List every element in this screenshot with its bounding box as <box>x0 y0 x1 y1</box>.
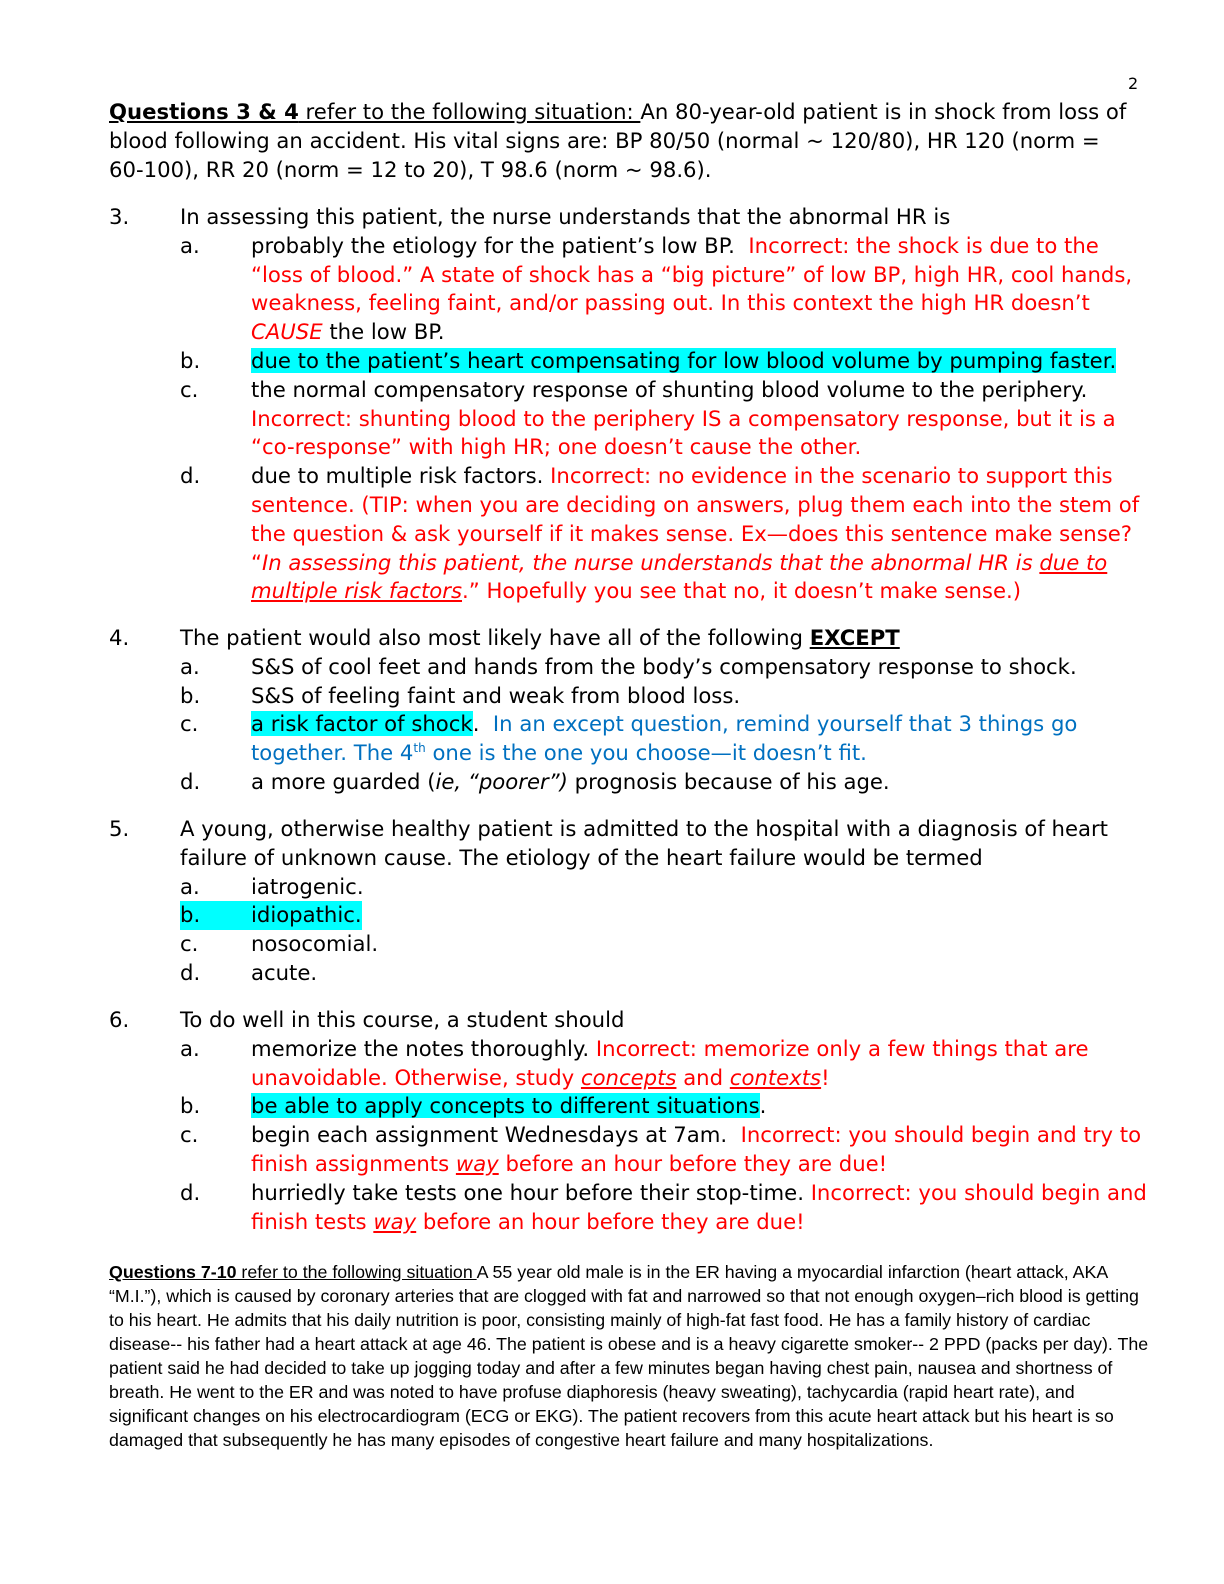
question-stem: In assessing this patient, the nurse understands that the abnormal HR is <box>180 204 951 229</box>
correct-answer-highlight: a risk factor of shock <box>251 711 473 737</box>
feedback-italic: In assessing this patient, the nurse understands that the abnormal HR is <box>261 549 1040 575</box>
feedback-part: Incorrect: memorize only a few things that are unavoidable. Otherwise, study <box>251 1035 1089 1090</box>
feedback-tail: .” Hopefully you see that no, it doesn’t make sense.) <box>462 578 1022 604</box>
question-stem: To do well in this course, a student should <box>180 1007 625 1032</box>
feedback-part: Incorrect: you should begin and try to finish assignments <box>251 1122 1142 1176</box>
option-tail: . <box>759 1093 767 1119</box>
option-text: nosocomial. <box>251 931 379 957</box>
feedback-part: In an except question, remind yourself that 3 things go together. The 4 <box>251 711 1078 766</box>
page-number: 2 <box>1128 74 1139 93</box>
option-letter: a. <box>180 873 200 899</box>
option-text: the normal compensatory response of shunting blood volume to the periphery. <box>251 376 1088 402</box>
question-4 <box>109 624 1149 797</box>
option-letter: a. <box>180 232 200 258</box>
feedback-part: Incorrect: you should begin and finish tests <box>251 1179 1147 1234</box>
except-keyword: EXCEPT <box>809 625 900 650</box>
question-3 <box>109 203 1149 606</box>
question-stem: The patient would also most likely have all of the following <box>180 625 810 650</box>
question-stem: A young, otherwise healthy patient is admitted to the hospital with a diagnosis of heart failure of unknown cause. The etiology of the heart failure would be termed <box>180 816 1108 870</box>
option-text: iatrogenic. <box>251 873 364 899</box>
scenario-text: A 55 year old male is in the ER having a myocardial infarction (heart attack, AKA “M.I.”), which is caused by coronary arteries that are clogged with fat and narrowed so that not enough oxygen–rich blood is getting to his heart. He admits that his daily nutrition is poor, consisting mainly of high-fat fast food. He has a family history of cardiac disease-- his father had a heart attack at age 46. The patient is obese and is a heavy cigarette smoker-- 2 PPD (packs per day). The patient said he had decided to take up jogging today and after a few minutes began having chest pain, nausea and shortness of breath. He went to the ER and was noted to have profuse diaphoresis (heavy sweating), tachycardia (rapid heart rate), and significant changes on his electrocardiogram (ECG or EKG). The patient recovers from this acute heart attack but his heart is so damaged that subsequently he has many episodes of congestive heart failure and many hospitalizations. <box>109 1262 1149 1450</box>
option-text: S&S of cool feet and hands from the body’s compensatory response to shock. <box>251 653 1077 679</box>
feedback-superscript: th <box>413 741 426 756</box>
option-tail: . <box>472 711 480 737</box>
option-d <box>180 959 1149 988</box>
option-text: idiopathic. <box>251 902 362 928</box>
option-d <box>180 462 1149 606</box>
option-text-tail: prognosis because of his age. <box>567 768 890 794</box>
scenario-paragraph-q7-10 <box>109 1260 1149 1452</box>
option-b <box>180 682 1149 711</box>
option-letter: a. <box>180 653 200 679</box>
option-letter: d. <box>180 463 201 489</box>
correct-answer-highlight <box>180 901 362 930</box>
option-letter: d. <box>180 768 201 794</box>
option-italic: ie, “poorer”) <box>435 768 568 794</box>
option-c <box>180 930 1149 959</box>
feedback-text: Incorrect: shunting blood to the periphery IS a compensatory response, but it is a “co-response” with high HR; one doesn’t cause the other. <box>251 405 1116 460</box>
option-text: hurriedly take tests one hour before their stop-time. <box>251 1179 804 1205</box>
feedback-emphasis: contexts <box>729 1064 822 1090</box>
feedback-tail: one is the one you choose—it doesn’t fit. <box>425 740 867 766</box>
option-text: begin each assignment Wednesdays at 7am. <box>251 1122 728 1148</box>
feedback-tail: ! <box>821 1064 830 1090</box>
feedback-emphasis: way <box>373 1208 417 1234</box>
feedback-part: Incorrect: the shock is due to the “loss of blood.” A state of shock has a “big picture” of low BP, high HR, cool hands, weakness, feeling faint, and/or passing out. In this context the high HR doesn’t <box>251 232 1133 316</box>
option-letter: a. <box>180 1035 200 1061</box>
option-c <box>180 376 1149 462</box>
question-number: 5. <box>109 816 130 841</box>
option-letter: b. <box>180 347 201 373</box>
feedback-tail: the low BP. <box>322 319 445 345</box>
feedback-emphasis: concepts <box>580 1064 677 1090</box>
scenario-lead: refer to the following situation <box>236 1262 477 1282</box>
scenario-text: An 80-year-old patient is in shock from loss of blood following an accident. His vital signs are: BP 80/50 (normal ~ 120/80), HR 120 (norm = 60-100), RR 20 (norm = 12 to 20), T 98.6 (norm ~ 98.6). <box>109 99 1127 182</box>
option-a <box>180 873 1149 902</box>
option-text: a more guarded ( <box>251 768 436 794</box>
option-letter: d. <box>180 959 201 985</box>
question-number: 6. <box>109 1007 130 1032</box>
question-6 <box>109 1006 1149 1236</box>
question-number: 4. <box>109 625 130 650</box>
option-letter: d. <box>180 1179 201 1205</box>
scenario-label: Questions 7-10 <box>109 1262 237 1282</box>
option-text: acute. <box>251 959 318 985</box>
correct-answer-highlight: be able to apply concepts to different situations <box>251 1093 760 1119</box>
option-d <box>180 1179 1149 1237</box>
option-d <box>180 768 1149 797</box>
feedback-italic-underline: due to multiple risk factors <box>251 549 1108 604</box>
feedback-emphasis: CAUSE <box>251 319 323 345</box>
option-text: memorize the notes thoroughly. <box>251 1035 590 1061</box>
option-text: probably the etiology for the patient’s low BP. <box>251 232 735 258</box>
feedback-part: Incorrect: no evidence in the scenario to support this sentence. (TIP: when you are deciding on answers, plug them each into the stem of the question & ask yourself if it makes sense. Ex—does this sentence make sense? “ <box>251 463 1140 575</box>
option-a <box>180 232 1149 347</box>
feedback-part: and <box>676 1064 730 1090</box>
question-number: 3. <box>109 204 130 229</box>
option-letter: c. <box>180 376 199 402</box>
option-b <box>180 1092 1149 1121</box>
correct-answer-highlight: due to the patient’s heart compensating for low blood volume by pumping faster. <box>251 347 1117 373</box>
option-letter: b. <box>180 682 201 708</box>
feedback-tail: before an hour before they are due! <box>498 1150 888 1176</box>
option-letter: c. <box>180 931 199 957</box>
scenario-paragraph-q3-4 <box>109 98 1139 184</box>
option-letter: c. <box>180 1122 199 1148</box>
option-c <box>180 1121 1149 1179</box>
option-letter: b. <box>180 902 201 928</box>
question-5 <box>109 815 1149 988</box>
option-a <box>180 653 1149 682</box>
option-a <box>180 1035 1149 1093</box>
option-letter: b. <box>180 1093 201 1119</box>
option-letter: c. <box>180 711 199 737</box>
option-b <box>180 347 1149 376</box>
option-b <box>180 901 1149 930</box>
feedback-emphasis: way <box>455 1150 499 1176</box>
option-text: S&S of feeling faint and weak from blood loss. <box>251 682 741 708</box>
feedback-tail: before an hour before they are due! <box>416 1208 805 1234</box>
scenario-lead: refer to the following situation: <box>298 99 641 124</box>
option-text: due to multiple risk factors. <box>251 463 544 489</box>
option-c <box>180 710 1149 768</box>
scenario-label: Questions 3 & 4 <box>109 99 299 124</box>
